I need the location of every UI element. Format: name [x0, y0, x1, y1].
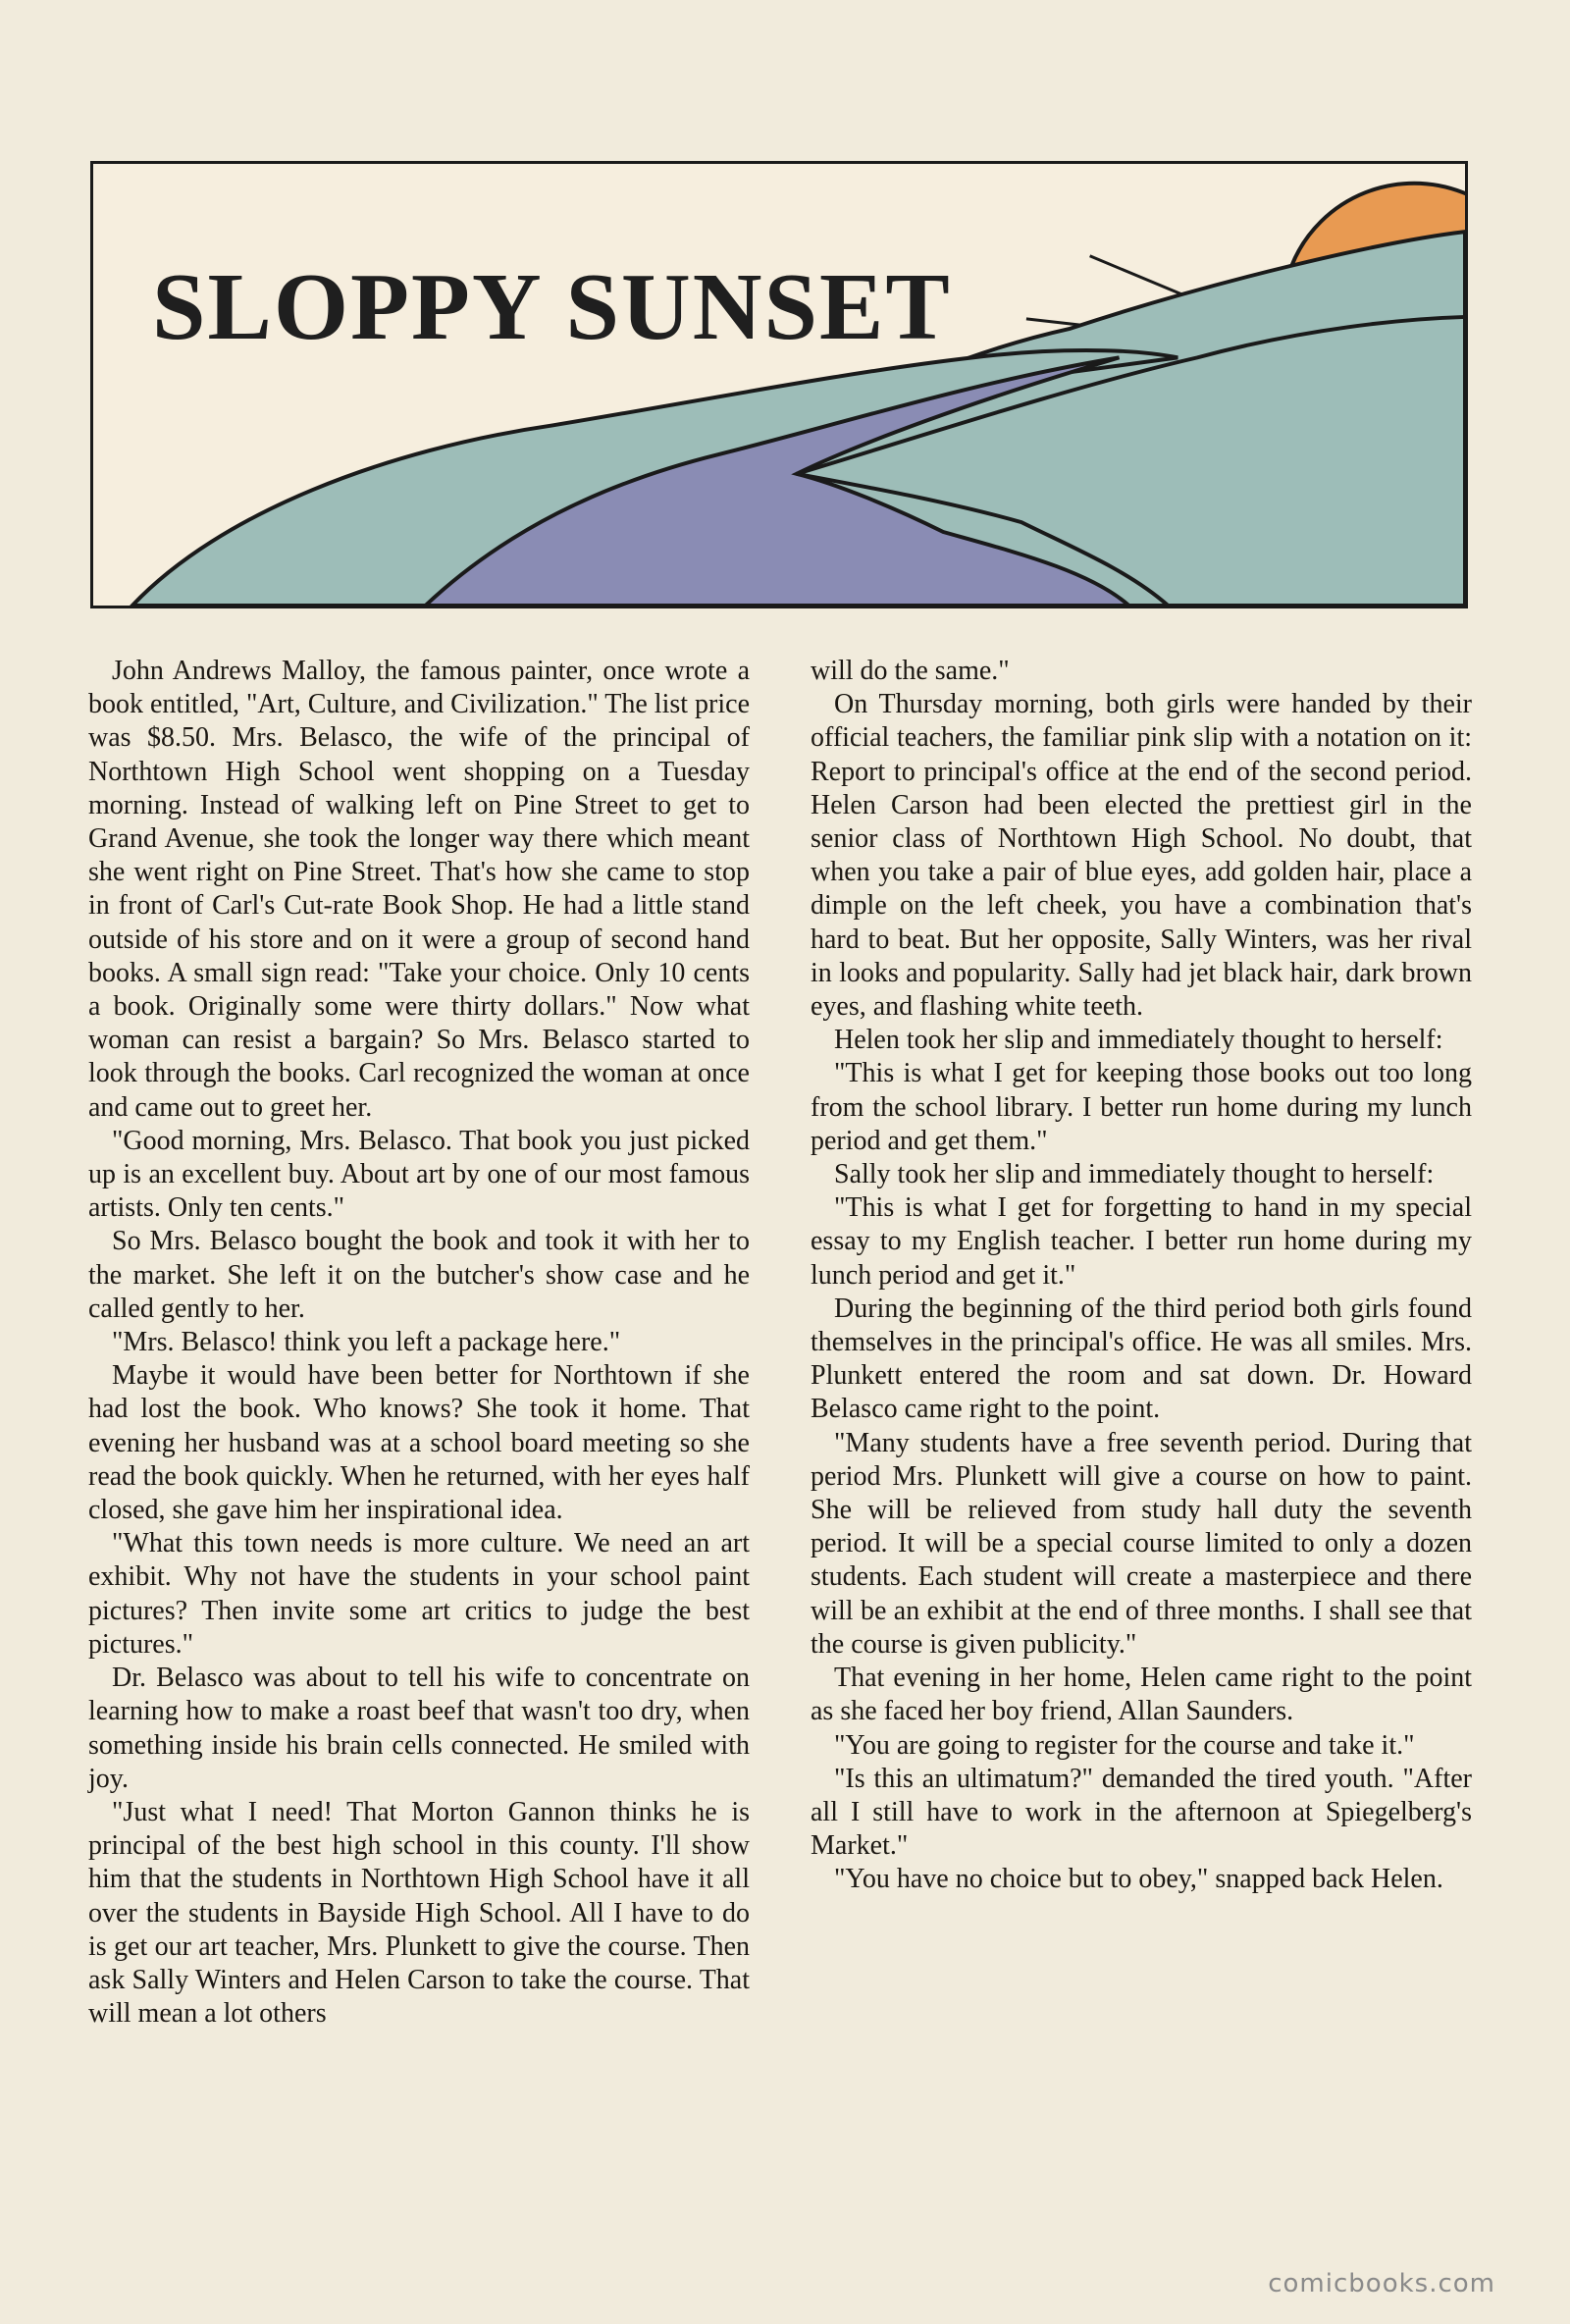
paragraph: On Thursday morning, both girls were handed by their official teachers, the familiar pink slip with a notation on it: Report to principal's office at the end of the second period. Helen Carson had been elected the prettiest girl in the senior class of Northtown High School. No doubt, that when you take a pair of blue eyes, add golden hair, place a dimple on the left cheek, you have a combination that's hard to beat. But her opposite, Sally Winters, was her rival in looks and popularity. Sally had jet black hair, dark brown eyes, and flashing white teeth. [811, 689, 1472, 1023]
right-text-column [811, 655, 1472, 1897]
paragraph: That evening in her home, Helen came right to the point as she faced her boy friend, Allan Saunders. [811, 1663, 1472, 1727]
paragraph: "Many students have a free seventh period. During that period Mrs. Plunkett will give a course on how to paint. She will be relieved from study hall duty the seventh period. It will be a special course limited to only a dozen students. Each student will create a masterpiece and there will be an exhibit at the end of three months. I shall see that the course is given publicity." [811, 1427, 1472, 1660]
story-title: SLOPPY SUNSET [152, 254, 952, 360]
paragraph: John Andrews Malloy, the famous painter, once wrote a book entitled, "Art, Culture, and Civilization." The list price was $8.50. Mrs. Belasco, the wife of the principal of Northtown High School went shopping on a Tuesday morning. Instead of walking left on Pine Street to get to Grand Avenue, she took the longer way there which meant she went right on Pine Street. That's how she came to stop in front of Carl's Cut-rate Book Shop. He had a little stand outside of his store and on it were a group of second hand books. A small sign read: "Take your choice. Only 10 cents a book. Originally some were thirty dollars." Now what woman can resist a bargain? So Mrs. Belasco started to look through the books. Carl recognized the woman at once and came out to greet her. [88, 656, 750, 1123]
paragraph: "You are going to register for the course and take it." [834, 1729, 1415, 1761]
paragraph: "This is what I get for forgetting to hand in my special essay to my English teacher. I better run home during my lunch period and get it." [811, 1192, 1472, 1291]
paragraph: "This is what I get for keeping those books out too long from the school library. I better run home during my lunch period and get them." [811, 1058, 1472, 1156]
paragraph: Dr. Belasco was about to tell his wife to concentrate on learning how to make a roast beef that wasn't too dry, when something inside his brain cells connected. He smiled with joy. [88, 1663, 750, 1794]
paragraph: "Mrs. Belasco! think you left a package here." [112, 1327, 621, 1358]
title-banner [90, 161, 1468, 608]
sun-ray [1090, 256, 1183, 294]
paragraph: Sally took her slip and immediately thought to herself: [834, 1159, 1435, 1190]
paragraph: "What this town needs is more culture. We need an art exhibit. Why not have the students in your school paint pictures? Then invite some art critics to judge the best pictures." [88, 1528, 750, 1660]
paragraph: Helen took her slip and immediately thought to herself: [834, 1025, 1443, 1056]
site-watermark: comicbooks.com [1268, 2269, 1495, 2298]
paragraph: Maybe it would have been better for Northtown if she had lost the book. Who knows? She took it home. That evening her husband was at a school board meeting so she read the book quickly. When he returned, with her eyes half closed, she gave him her inspirational idea. [88, 1360, 750, 1526]
paragraph: "Good morning, Mrs. Belasco. That book you just picked up is an excellent buy. About art by one of our most famous artists. Only ten cents." [88, 1125, 750, 1224]
paragraph: "Just what I need! That Morton Gannon thinks he is principal of the best high school in this county. I'll show him that the students in Northtown High School have it all over the students in Bayside High School. All I have to do is get our art teacher, Mrs. Plunkett to give the course. Then ask Sally Winters and Helen Carson to take the course. That will mean a lot others [88, 1796, 750, 2030]
paragraph: So Mrs. Belasco bought the book and took it with her to the market. She left it on the butcher's show case and he called gently to her. [88, 1226, 750, 1324]
paragraph: During the beginning of the third period both girls found themselves in the principal's office. He was all smiles. Mrs. Plunkett entered the room and sat down. Dr. Howard Belasco came right to the point. [811, 1293, 1472, 1425]
paragraph: will do the same." [811, 656, 1010, 686]
paragraph: "Is this an ultimatum?" demanded the tired youth. "After all I still have to work in the afternoon at Spiegelberg's Market." [811, 1763, 1472, 1862]
paragraph: "You have no choice but to obey," snapped back Helen. [834, 1864, 1443, 1895]
left-text-column [88, 655, 750, 2031]
sunset-landscape-illustration [93, 164, 1465, 606]
